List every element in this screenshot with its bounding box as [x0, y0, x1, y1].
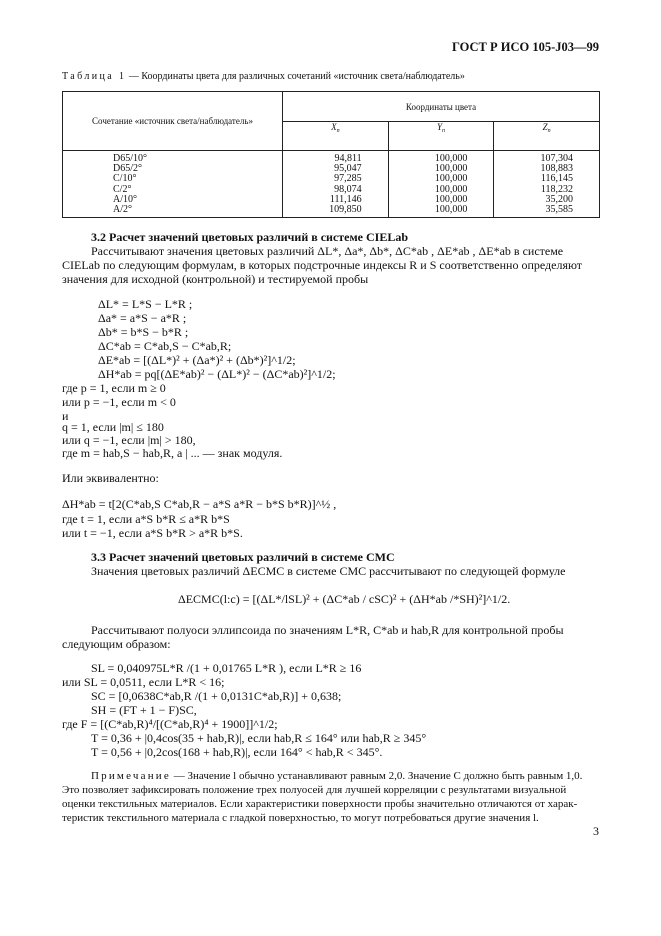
table-caption [62, 71, 465, 82]
formula-delta-e-cmc: ΔECMC(l:c) = [(ΔL*/lSL)² + (ΔC*ab / cSC)² + (ΔH*ab /*SH)²]^1/2. [178, 592, 511, 606]
formula-f: где F = [(C*ab,R)⁴/[(C*ab,R)⁴ + 1900]]^1/2; [62, 717, 278, 731]
cell-xn: 98,074 [283, 185, 389, 195]
alternative-label: Или эквивалентно: [62, 471, 159, 485]
cell-yn: 100,000 [388, 174, 494, 184]
note-line [91, 769, 582, 783]
cell-illuminant: C/10° [63, 174, 283, 184]
formula-delta-b: Δb* = b*S − b*R ; [98, 325, 189, 339]
paragraph-line: Рассчитывают значения цветовых различий ΔL*, Δa*, Δb*, ΔC*ab , ΔE*ab , ΔE*ab в системе [91, 244, 564, 258]
paragraph-line: значения для исходной (контрольной) и тестируемой пробы [62, 272, 369, 286]
condition-line: или q = −1, если |m| > 180, [62, 433, 196, 447]
cell-zn: 35,200 [494, 195, 600, 205]
formula-delta-a: Δa* = a*S − a*R ; [98, 311, 187, 325]
formula-sh: SH = (FT + 1 − F)SC, [91, 703, 197, 717]
paragraph-line: CIELab по следующим формулам, в которых подстрочные индексы R и S соответственно определяют [62, 258, 583, 272]
cell-yn: 100,000 [388, 164, 494, 174]
cell-zn: 107,304 [494, 151, 600, 165]
condition-line: q = 1, если |m| ≤ 180 [62, 420, 164, 434]
note-line: теристик текстильного материала с гладкой поверхностью, то могут потребоваться другие значения l. [62, 812, 539, 824]
cell-yn: 100,000 [388, 151, 494, 165]
table-row [63, 151, 600, 165]
subheader-xn: $X_n$ [283, 122, 389, 151]
document-header: ГОСТ Р ИСО 105-J03—99 [451, 40, 599, 54]
subheader-yn: $Y_n$ [388, 122, 494, 151]
cell-illuminant: D65/2° [63, 164, 283, 174]
paragraph-line: следующим образом: [62, 637, 171, 651]
table-row [63, 205, 600, 218]
page-number: 3 [593, 824, 599, 838]
group-header: Координаты цвета [283, 92, 600, 122]
note-line: оценки текстильных материалов. Если характеристики поверхности пробы значительно отличаются от харак- [62, 798, 578, 810]
cell-zn: 118,232 [494, 185, 600, 195]
table-row [63, 174, 600, 184]
cell-xn: 97,285 [283, 174, 389, 184]
note-label: Примечание [91, 770, 171, 782]
cell-zn: 116,145 [494, 174, 600, 184]
formula-sl: SL = 0,040975L*R /(1 + 0,01765 L*R ), если L*R ≥ 16 [91, 661, 362, 675]
note-text: — Значение l обычно устанавливают равным 2,0. Значение C должно быть равным 1,0. [170, 770, 583, 782]
paragraph-line: Рассчитывают полуоси эллипсоида по значениям L*R, C*ab и hab,R для контрольной пробы [91, 623, 564, 637]
cell-illuminant: A/2° [63, 205, 283, 218]
row-header: Сочетание «источник света/наблюдатель» [63, 92, 283, 151]
formula-delta-c: ΔC*ab = C*ab,S − C*ab,R; [98, 339, 232, 353]
cell-xn: 94,811 [283, 151, 389, 165]
condition-line: где p = 1, если m ≥ 0 [62, 381, 166, 395]
condition-line: и [62, 409, 69, 423]
subheader-zn: $Z_n$ [494, 122, 600, 151]
cell-yn: 100,000 [388, 205, 494, 218]
cell-illuminant: C/2° [63, 185, 283, 195]
cell-xn: 109,850 [283, 205, 389, 218]
cell-illuminant: D65/10° [63, 151, 283, 165]
paragraph-line: Значения цветовых различий ΔECMC в системе CMC рассчитывают по следующей формуле [91, 564, 566, 578]
cell-zn: 108,883 [494, 164, 600, 174]
cell-zn: 35,585 [494, 205, 600, 218]
formula-delta-h-alt: ΔH*ab = t[2(C*ab,S C*ab,R − a*S a*R − b*S b*R)]^½ , [62, 497, 337, 511]
cell-xn: 95,047 [283, 164, 389, 174]
cell-xn: 111,146 [283, 195, 389, 205]
cell-yn: 100,000 [388, 185, 494, 195]
section-3-3-heading: 3.3 Расчет значений цветовых различий в системе CMC [91, 550, 395, 564]
section-3-2-heading: 3.2 Расчет значений цветовых различий в системе CIELab [91, 230, 409, 244]
condition-line: или t = −1, если a*S b*R > a*R b*S. [62, 526, 243, 540]
condition-line: где t = 1, если a*S b*R ≤ a*R b*S [62, 512, 230, 526]
table-row [63, 164, 600, 174]
formula-delta-l: ΔL* = L*S − L*R ; [98, 297, 193, 311]
cell-illuminant: A/10° [63, 195, 283, 205]
condition-line: или p = −1, если m < 0 [62, 395, 176, 409]
condition-line: где m = hab,S − hab,R, a | ... — знак модуля. [62, 446, 283, 460]
color-coordinates-table [62, 91, 600, 218]
formula-t1: T = 0,36 + |0,4cos(35 + hab,R)|, если hab,R ≤ 164° или hab,R ≥ 345° [91, 731, 427, 745]
note-line: Это позволяет зафиксировать положение трех полуосей для лучшей корреляции с результатами визуальной [62, 784, 567, 796]
cell-yn: 100,000 [388, 195, 494, 205]
formula-t2: T = 0,56 + |0,2cos(168 + hab,R)|, если 164° < hab,R < 345°. [91, 745, 383, 759]
formula-delta-h: ΔH*ab = pq[(ΔE*ab)² − (ΔL*)² − (ΔC*ab)²]^1/2; [98, 367, 336, 381]
formula-sc: SC = [0,0638C*ab,R /(1 + 0,0131C*ab,R)] + 0,638; [91, 689, 342, 703]
formula-delta-e: ΔE*ab = [(ΔL*)² + (Δa*)² + (Δb*)²]^1/2; [98, 353, 296, 367]
table-caption-prefix: Таблица 1 [62, 71, 127, 82]
formula-sl-alt: или SL = 0,0511, если L*R < 16; [62, 675, 225, 689]
table-caption-text: — Координаты цвета для различных сочетаний «источник света/наблюдатель» [126, 71, 465, 82]
